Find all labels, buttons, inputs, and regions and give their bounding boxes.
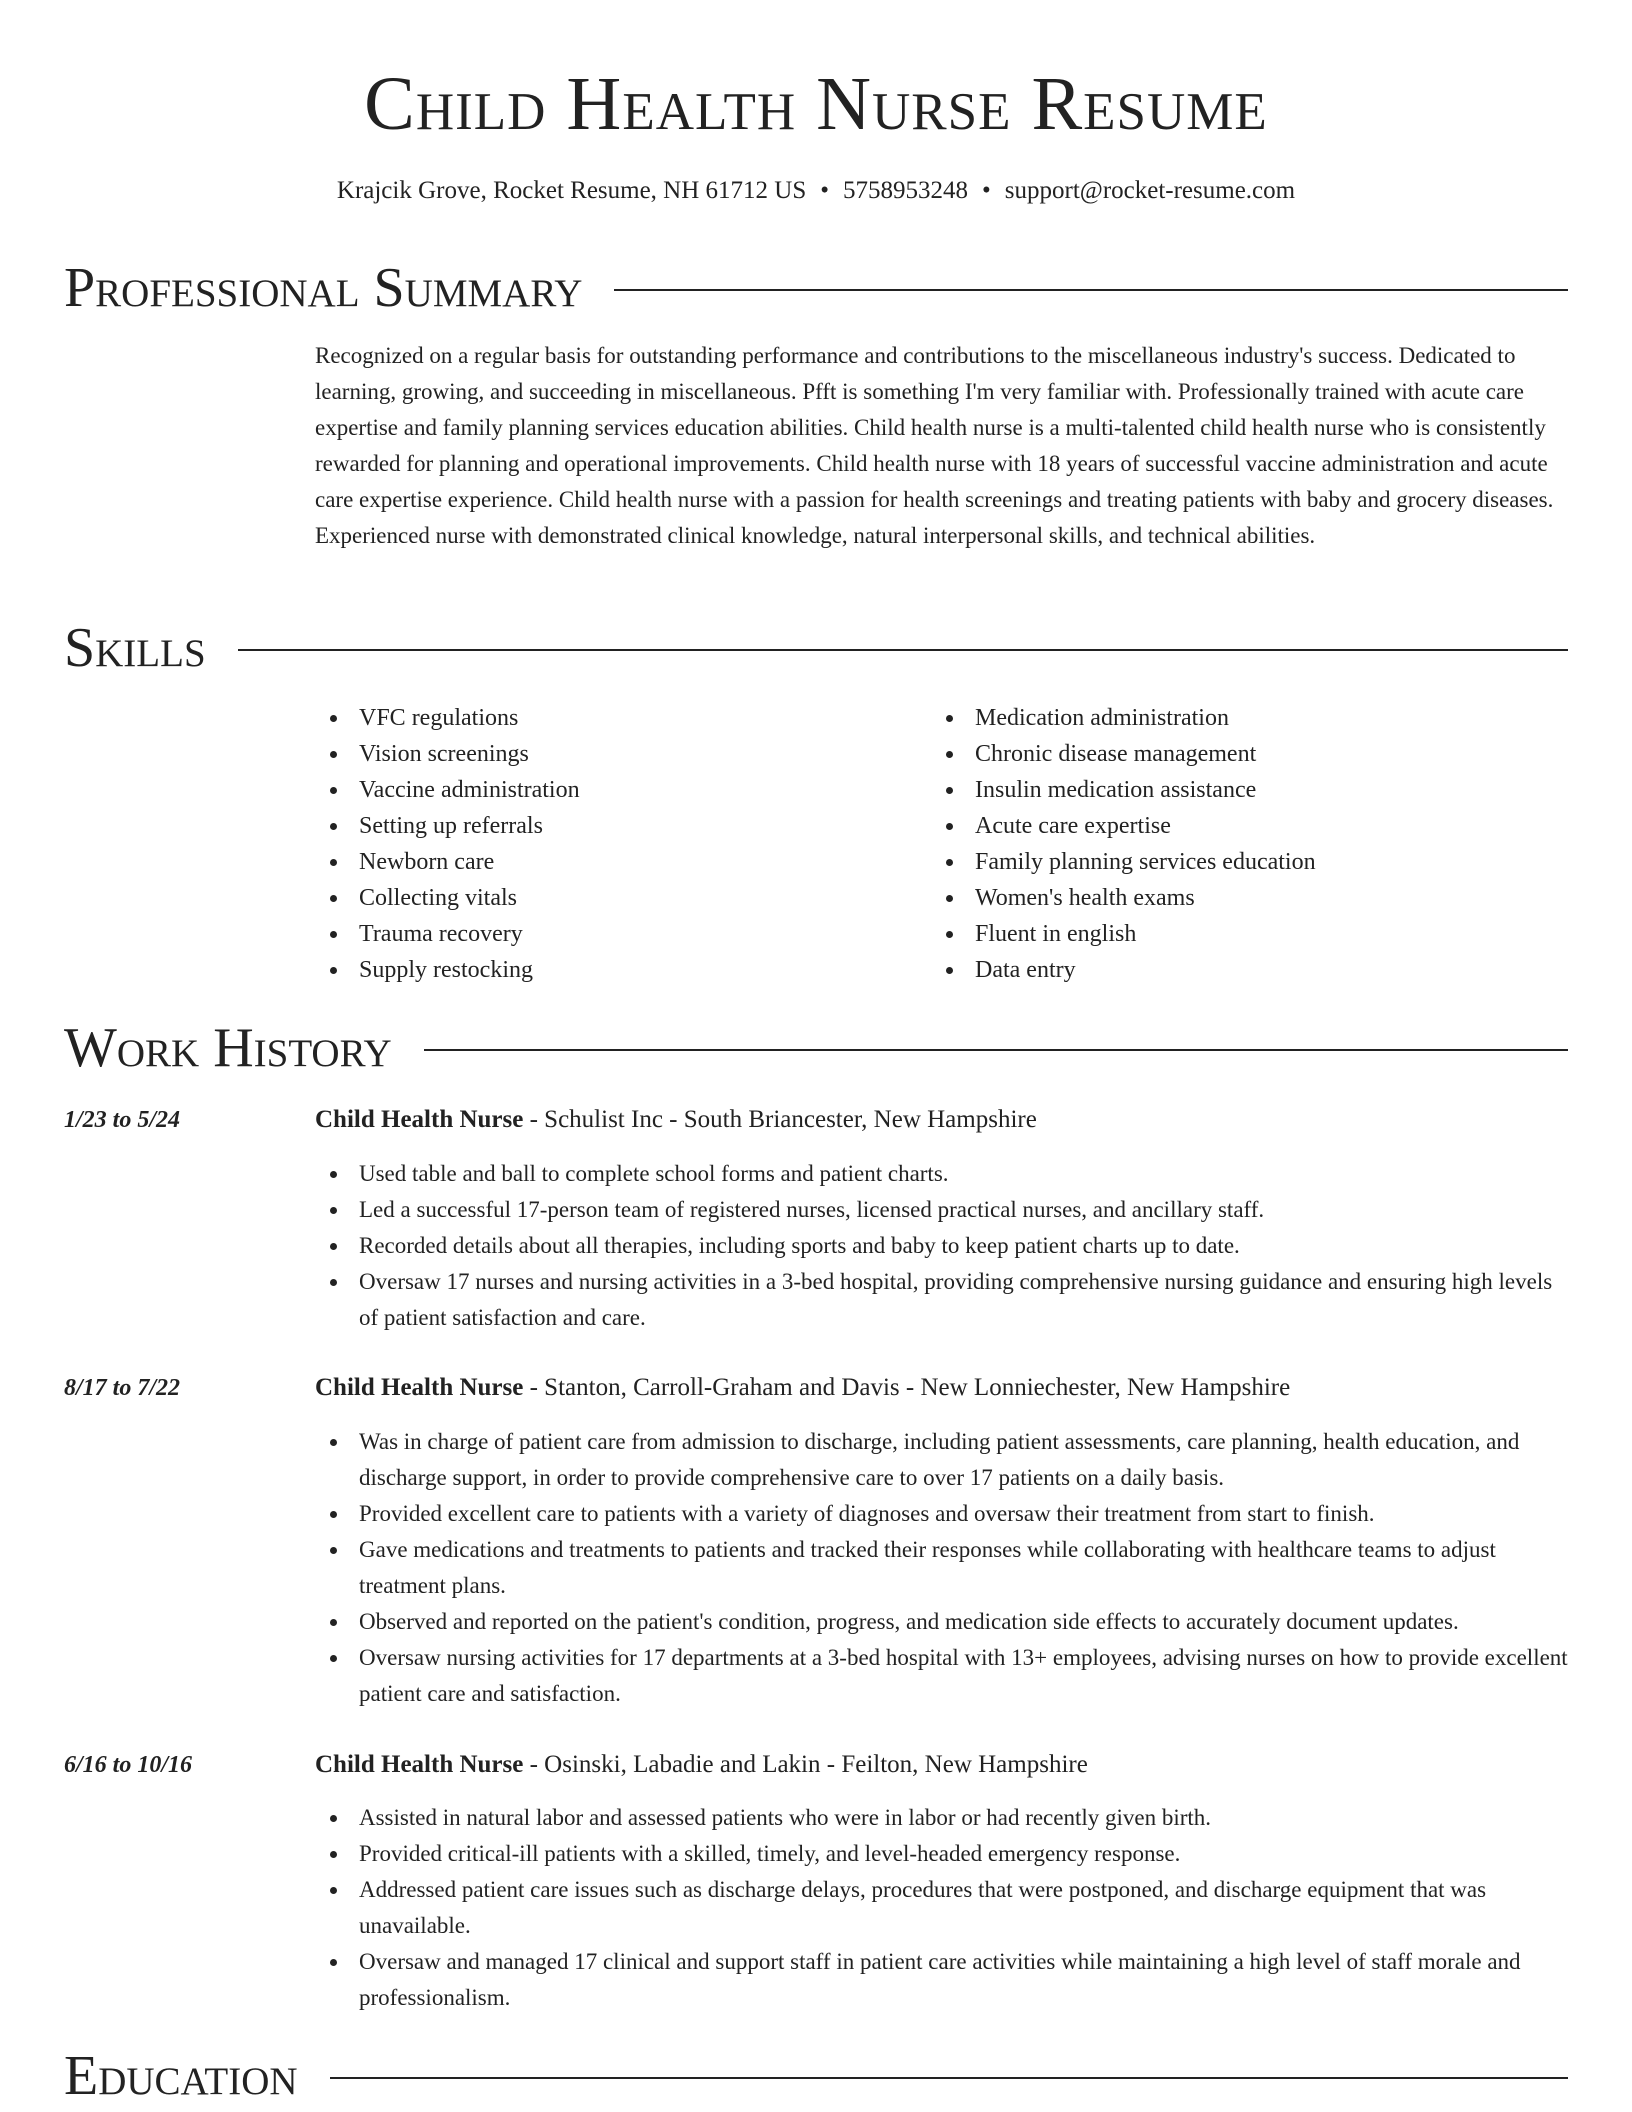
job-employer-location: - Stanton, Carroll-Graham and Davis - New Lonniechester, New Hampshire (523, 1374, 1291, 1401)
skill-item: VFC regulations (315, 700, 580, 736)
contact-separator: • (820, 177, 830, 204)
job-heading (315, 1747, 1088, 1783)
job-bullet: Was in charge of patient care from admission to discharge, including patient assessments, care planning, health education, and discharge support, in order to provide comprehensive care to over 17 patients on a daily basis. (315, 1424, 1568, 1496)
skill-item: Chronic disease management (931, 736, 1316, 772)
section-header-summary (64, 258, 1568, 318)
contact-address: Krajcik Grove, Rocket Resume, NH 61712 US (336, 177, 807, 204)
contact-separator: • (982, 177, 991, 204)
skill-item: Setting up referrals (315, 808, 580, 844)
section-divider (424, 1049, 1568, 1051)
job-bullets (315, 1424, 1568, 1712)
skill-item: Acute care expertise (931, 808, 1316, 844)
job-bullet: Led a successful 17-person team of registered nurses, licensed practical nurses, and ancillary staff. (315, 1192, 1568, 1228)
job-role: Child Health Nurse (315, 1106, 524, 1133)
skills-list-left (315, 700, 580, 988)
job-bullet: Addressed patient care issues such as discharge delays, procedures that were postponed, and discharge equipment that was unavailable. (315, 1872, 1568, 1944)
skill-item: Insulin medication assistance (931, 772, 1316, 808)
job-employer-location: - Osinski, Labadie and Lakin - Feilton, New Hampshire (523, 1751, 1088, 1778)
job-bullets (315, 1800, 1568, 2016)
section-title-summary: Professional Summary (64, 257, 583, 319)
job-role: Child Health Nurse (315, 1751, 524, 1778)
resume-title: Child Health Nurse Resume (364, 62, 1268, 146)
skill-item: Supply restocking (315, 952, 580, 988)
skill-item: Collecting vitals (315, 880, 580, 916)
job-bullet: Gave medications and treatments to patients and tracked their responses while collaborating with healthcare teams to adjust treatment plans. (315, 1532, 1568, 1604)
skill-item: Vaccine administration (315, 772, 580, 808)
job-heading (315, 1370, 1290, 1406)
skill-item: Fluent in english (931, 916, 1316, 952)
job-bullet: Used table and ball to complete school forms and patient charts. (315, 1156, 1568, 1192)
job-dates: 1/23 to 5/24 (64, 1107, 181, 1133)
job-bullet: Oversaw nursing activities for 17 departments at a 3-bed hospital with 13+ employees, advising nurses on how to provide excellent patient care and satisfaction. (315, 1640, 1568, 1712)
skill-item: Newborn care (315, 844, 580, 880)
job-bullet: Provided critical-ill patients with a skilled, timely, and level-headed emergency response. (315, 1836, 1568, 1872)
section-title-skills: Skills (64, 617, 206, 679)
section-title-work-history: Work History (64, 1017, 392, 1079)
section-divider (238, 649, 1568, 651)
skill-item: Trauma recovery (315, 916, 580, 952)
section-title-education: Education (64, 2045, 298, 2107)
section-divider (614, 289, 1568, 291)
job-bullet: Oversaw and managed 17 clinical and support staff in patient care activities while maintaining a high level of staff morale and professionalism. (315, 1944, 1568, 2016)
skill-item: Medication administration (931, 700, 1316, 736)
job-bullet: Assisted in natural labor and assessed patients who were in labor or had recently given birth. (315, 1800, 1568, 1836)
skill-item: Family planning services education (931, 844, 1316, 880)
section-header-work-history (64, 1018, 1568, 1078)
job-heading (315, 1102, 1037, 1138)
job-dates: 6/16 to 10/16 (64, 1752, 193, 1778)
job-bullet: Oversaw 17 nurses and nursing activities in a 3-bed hospital, providing comprehensive nursing guidance and ensuring high levels of patient satisfaction and care. (315, 1264, 1568, 1336)
contact-phone: 5758953248 (843, 177, 969, 204)
skills-list-right (931, 700, 1316, 988)
job-bullet: Observed and reported on the patient's condition, progress, and medication side effects to accurately document updates. (315, 1604, 1568, 1640)
job-role: Child Health Nurse (315, 1374, 524, 1401)
section-divider (330, 2077, 1568, 2079)
job-bullet: Provided excellent care to patients with a variety of diagnoses and oversaw their treatment from start to finish. (315, 1496, 1568, 1532)
section-header-education (64, 2046, 1568, 2106)
job-bullets (315, 1156, 1568, 1336)
section-header-skills (64, 618, 1568, 678)
skill-item: Women's health exams (931, 880, 1316, 916)
job-dates: 8/17 to 7/22 (64, 1375, 181, 1401)
contact-email: support@rocket-resume.com (1004, 177, 1296, 204)
skill-item: Data entry (931, 952, 1316, 988)
professional-summary-text: Recognized on a regular basis for outstanding performance and contributions to the miscellaneous industry's success. Dedicated to learning, growing, and succeeding in miscellaneous. Pfft is something I'm very familiar with. Professionally trained with acute care expertise and family planning services education abilities. Child health nurse is a multi-talented child health nurse who is consistently rewarded for planning and operational improvements. Child health nurse with 18 years of successful vaccine administration and acute care expertise experience. Child health nurse with a passion for health screenings and treating patients with baby and grocery diseases. Experienced nurse with demonstrated clinical knowledge, natural interpersonal skills, and technical abilities. (315, 343, 1554, 548)
contact-line (0, 174, 1632, 208)
job-employer-location: - Schulist Inc - South Briancester, New Hampshire (523, 1106, 1037, 1133)
job-bullet: Recorded details about all therapies, including sports and baby to keep patient charts up to date. (315, 1228, 1568, 1264)
skill-item: Vision screenings (315, 736, 580, 772)
